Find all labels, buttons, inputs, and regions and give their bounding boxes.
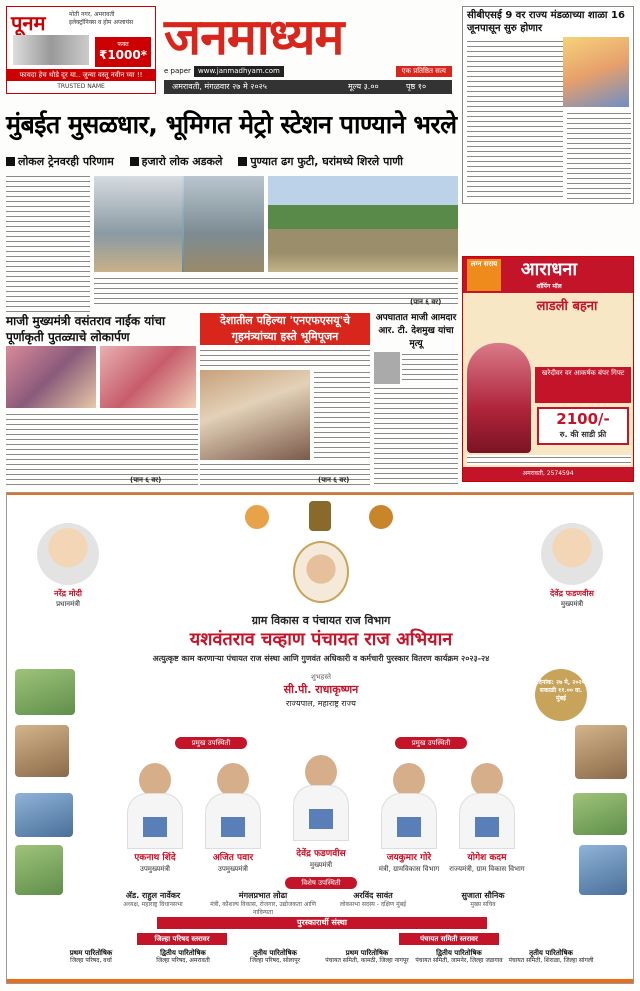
saffron-bottom-strip bbox=[7, 979, 633, 983]
awards-label: पुरस्कारार्थी संस्था bbox=[157, 917, 487, 929]
saree-price: 2100/- रु. की साडी फ्री bbox=[537, 407, 629, 445]
ad-contact: अमरावती, 2574594 bbox=[463, 467, 633, 481]
village-photo-7 bbox=[579, 845, 627, 895]
students-photo bbox=[563, 37, 629, 107]
event-title: अत्युत्कृष्ट काम करणाऱ्या पंचायत राज संस्था आणि गुणवंत अधिकारी व कर्मचारी पुरस्कार वितरण कार्यक्रम २०२३-२४ bbox=[152, 654, 490, 663]
state-seal-icon bbox=[369, 505, 393, 529]
winner-1: प्रथम पारितोषिक जिल्हा परिषद, वर्धा bbox=[69, 949, 113, 964]
ad-trusted: TRUSTED NAME bbox=[57, 83, 105, 90]
statue-continued: (पान ६ वर) bbox=[130, 476, 162, 484]
minister-photo-3 bbox=[289, 755, 353, 841]
nfsu-continued: (पान ६ वर) bbox=[318, 476, 350, 484]
model-photo bbox=[467, 343, 531, 453]
winner-4: प्रथम पारितोषिक पंचायत समिती, कामठी, जिल्हा नागपूर bbox=[325, 949, 409, 964]
village-photo-2 bbox=[15, 725, 69, 777]
minister-photo-4 bbox=[377, 763, 441, 849]
minister-role-3: मुख्यमंत्री bbox=[309, 861, 333, 869]
brief-body-2 bbox=[567, 111, 631, 199]
ad-offer: फक्त ₹1000* bbox=[95, 37, 151, 67]
nfsu-headline[interactable]: देशातील पहिल्या 'एनएफएसयू'चे गृहमंत्र्यांच्या हस्ते भूमिपूजन bbox=[200, 313, 370, 345]
city-date: अमरावती, मंगळवार २७ मे २०२५ bbox=[172, 82, 267, 91]
obit-body-1 bbox=[402, 352, 458, 384]
cm-name: देवेंद्र फडणवीस मुख्यमंत्री bbox=[550, 589, 594, 608]
statue-photo-1 bbox=[6, 346, 96, 408]
minister-name-2: अजित पवार bbox=[212, 853, 254, 863]
governor-role: राज्यपाल, महाराष्ट्र राज्य bbox=[286, 699, 356, 708]
dateline bbox=[164, 80, 452, 94]
lead-body-col-1 bbox=[6, 174, 90, 314]
brief-body bbox=[467, 39, 563, 199]
pm-name: नरेंद्र मोदी प्रधानमंत्री bbox=[54, 589, 82, 608]
minister-role-2: उपमुख्यमंत्री bbox=[217, 865, 249, 873]
masthead[interactable]: जनमाध्यम bbox=[164, 7, 344, 66]
village-photo-3 bbox=[15, 793, 73, 837]
minister-name-1: एकनाथ शिंदे bbox=[134, 853, 176, 863]
event-date-badge: दिनांक: २७ मे, २०२५ सकाळी ११.०० वा. मुंबई bbox=[535, 669, 587, 721]
winner-6: तृतीय पारितोषिक पंचायत समिती, शिराळा, जिल्हा सांगली bbox=[508, 949, 594, 964]
winner-3: तृतीय पारितोषिक जिल्हा परिषद, सोलापूर bbox=[249, 949, 301, 964]
statue-body bbox=[6, 412, 198, 486]
ps-label: पंचायत समिती स्तरावर bbox=[399, 933, 499, 945]
motto: एक प्रतिष्ठित सत्य bbox=[396, 66, 452, 77]
yashwantrao-portrait bbox=[293, 541, 349, 603]
village-photo-4 bbox=[15, 845, 63, 895]
guest-name-2: मंगलप्रभात लोढा bbox=[238, 891, 288, 900]
winner-2: द्वितीय पारितोषिक जिल्हा परिषद, अमरावती bbox=[156, 949, 210, 964]
department-title: ग्राम विकास व पंचायत राज विभाग bbox=[251, 614, 391, 627]
brief-headline: सीबीएसई 9 वर राज्य मंडळाच्या शाळा 16 जूनपासून सुरु होणार bbox=[467, 10, 625, 34]
website-link[interactable]: www.janmadhyam.com bbox=[194, 66, 284, 77]
wedding-badge: लग्न सराय bbox=[467, 259, 501, 291]
ad-address: मोती नगर, अमरावती इलेक्ट्रॉनिक्स व होम अप्लायंस bbox=[69, 11, 134, 26]
nfsu-side-body bbox=[314, 370, 370, 460]
cm-portrait bbox=[541, 523, 603, 585]
ad-terms bbox=[467, 455, 631, 465]
logo-icon bbox=[245, 505, 269, 529]
village-photo-6 bbox=[573, 793, 627, 835]
minister-role-5: राज्यमंत्री, ग्राम विकास विभाग bbox=[449, 865, 525, 873]
minister-name-5: योगेश कदम bbox=[467, 853, 507, 863]
statue-headline[interactable]: माजी मुख्यमंत्री वसंतराव नाईक यांचा पूर्णाकृती पुतळ्याचे लोकार्पण bbox=[6, 314, 166, 344]
lead-body-cols bbox=[94, 276, 458, 308]
zp-label: जिल्हा परिषद स्तरावर bbox=[137, 933, 227, 945]
aradhana-advertisement[interactable] bbox=[462, 256, 634, 482]
statue-photo-2 bbox=[100, 346, 196, 408]
guest-role-1: अध्यक्ष, महाराष्ट्र विधानसभा bbox=[123, 901, 183, 908]
obit-headline[interactable]: अपघातात माजी आमदार आर. टी. देशमुख यांचा मृत्यू bbox=[375, 313, 457, 349]
minister-photo-1 bbox=[123, 763, 187, 849]
nfsu-ceremony-photo bbox=[200, 370, 310, 460]
minister-role-4: मंत्री, ग्रामविकास विभाग bbox=[378, 865, 440, 873]
governor-name: सी.पी. राधाकृष्णन bbox=[283, 683, 359, 696]
flooded-metro-photo bbox=[94, 176, 264, 272]
aradhana-logo: आराधना शॉपिंग मॉल bbox=[463, 257, 634, 293]
minister-photo-2 bbox=[201, 763, 265, 849]
gift-offer: खरेदीवर वर आकर्षक बंपर गिफ्ट bbox=[535, 367, 631, 403]
flood-landscape-photo bbox=[268, 176, 458, 272]
dignitaries-label-left: प्रमुख उपस्थिती bbox=[175, 737, 247, 749]
village-photo-1 bbox=[15, 669, 75, 715]
government-advertisement[interactable] bbox=[6, 492, 634, 984]
winner-5: द्वितीय पारितोषिक पंचायत समिती, जामनेर, जिल्हा जळगाव bbox=[415, 949, 503, 964]
guest-role-4: मुख्य सचिव bbox=[470, 901, 496, 908]
national-emblem-icon bbox=[309, 501, 331, 531]
presence-label: शुभहस्ते bbox=[310, 673, 332, 681]
header-advertisement[interactable] bbox=[6, 6, 156, 94]
pm-portrait bbox=[37, 523, 99, 585]
lead-headline[interactable]: मुंबईत मुसळधार, भूमिगत मेट्रो स्टेशन पाण्याने भरले bbox=[6, 110, 457, 139]
epaper-label: e paper bbox=[164, 67, 191, 75]
ad-brand: पूनम bbox=[11, 11, 46, 35]
minister-name-3: देवेंद्र फडणवीस bbox=[296, 849, 346, 859]
appliances-image bbox=[13, 35, 89, 65]
lead-continued: (पान ६ वर) bbox=[410, 298, 442, 306]
scheme-name: लाडली बहना bbox=[536, 299, 598, 314]
page-count: पृष्ठ १० bbox=[406, 82, 427, 91]
minister-photo-5 bbox=[455, 763, 519, 849]
obit-body-2 bbox=[374, 386, 458, 486]
education-brief[interactable] bbox=[462, 6, 634, 204]
guest-role-2: मंत्री, कौशल्य विकास, रोजगार, उद्योजकता आणि नाविन्यता bbox=[210, 901, 316, 916]
guest-name-4: सुजाता सौनिक bbox=[461, 891, 505, 900]
guest-name-3: अरविंद सावंत bbox=[353, 891, 393, 900]
scheme-title: यशवंतराव चव्हाण पंचायत राज अभियान bbox=[189, 629, 453, 650]
ad-tagline: फायदा हेच थोडे दूर या.. जुन्या वस्तू नवीन घ्या !! bbox=[7, 69, 155, 81]
village-photo-5 bbox=[575, 725, 627, 779]
dignitaries-label-right: प्रमुख उपस्थिती bbox=[395, 737, 467, 749]
masthead-strip bbox=[164, 66, 452, 78]
minister-name-4: जयकुमार गोरे bbox=[386, 853, 432, 863]
lead-subheads: लोकल ट्रेनवरही परिणाम हजारो लोक अडकले पुण्यात ढग फुटी, घरांमध्ये शिरले पाणी bbox=[6, 152, 458, 172]
saffron-strip bbox=[7, 493, 633, 495]
guest-role-3: लोकसभा सदस्य - दक्षिण मुंबई bbox=[339, 901, 407, 908]
guests-label: विशेष उपस्थिती bbox=[285, 877, 357, 889]
price: मूल्य ३.०० bbox=[348, 82, 379, 91]
guest-name-1: ॲड. राहुल नार्वेकर bbox=[125, 891, 181, 900]
obit-photo bbox=[374, 352, 400, 384]
nfsu-intro bbox=[200, 348, 370, 368]
minister-role-1: उपमुख्यमंत्री bbox=[139, 865, 171, 873]
